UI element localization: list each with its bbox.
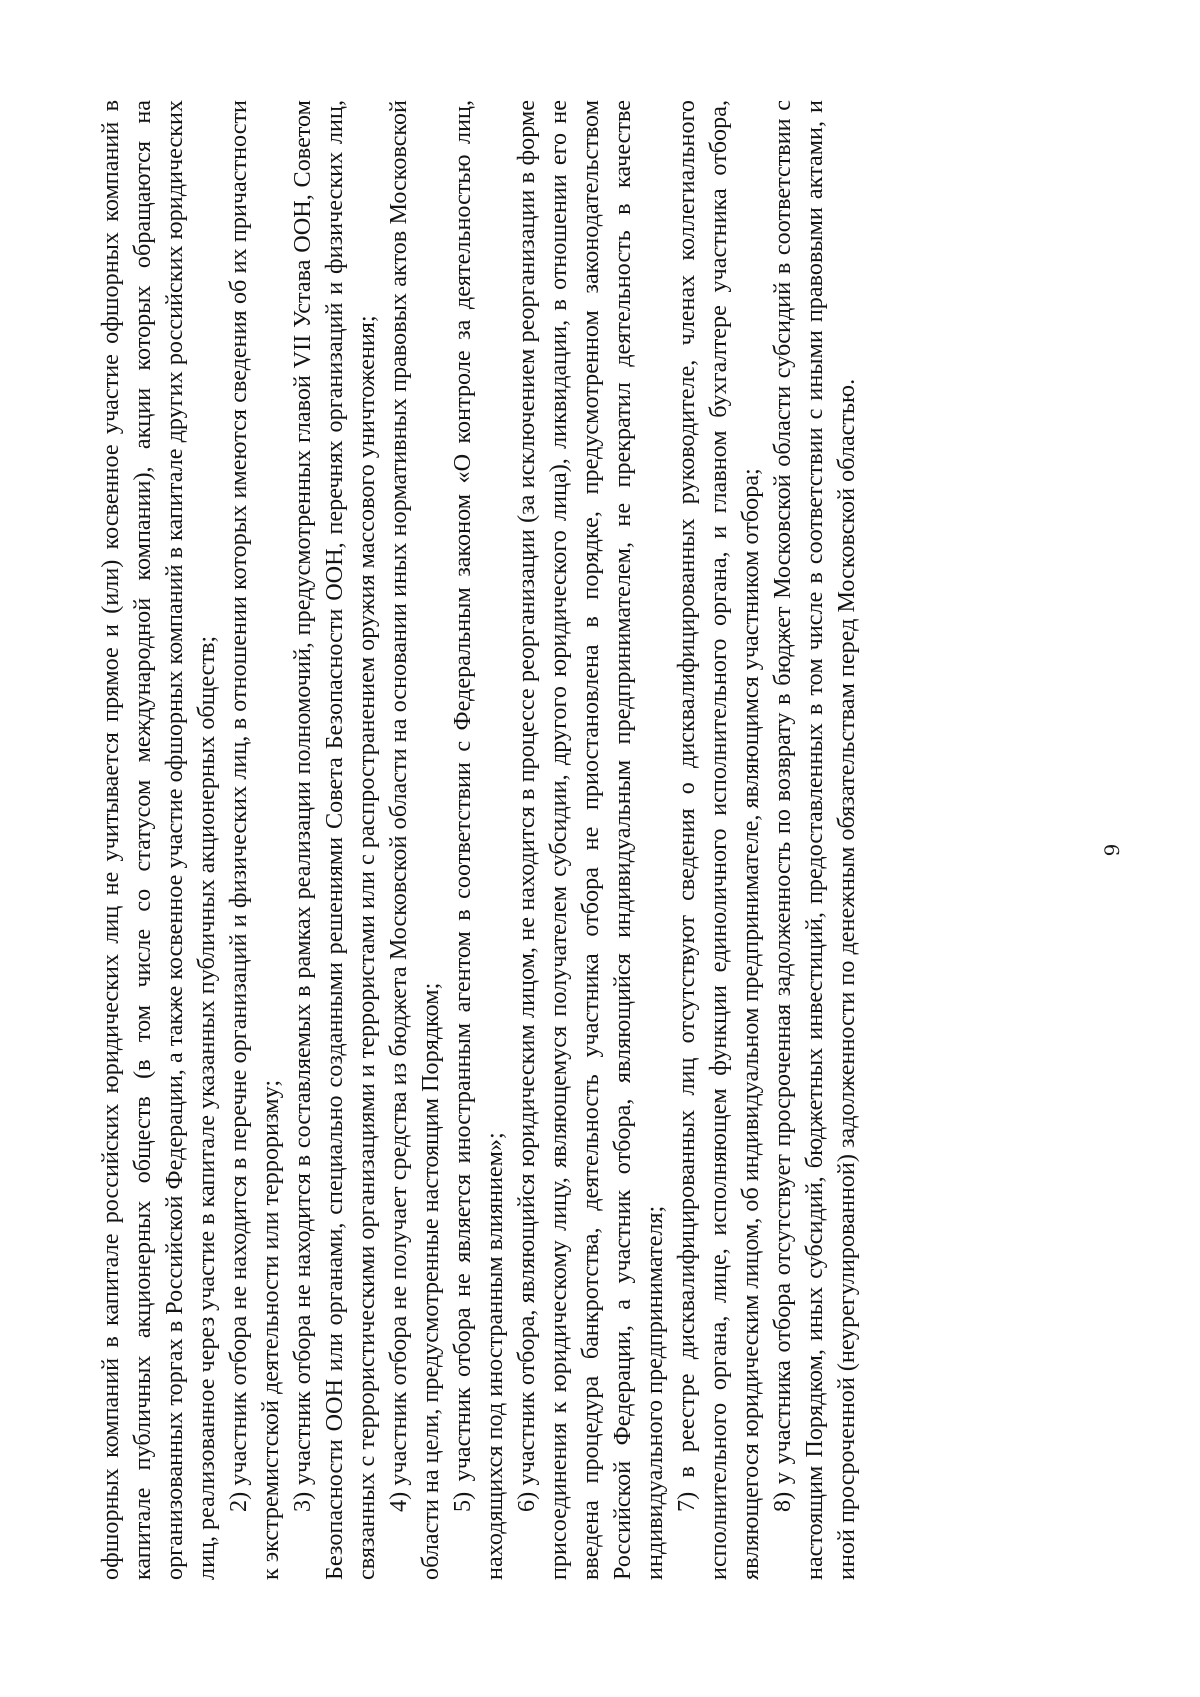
paragraph-item-8: 8) у участника отбора отсутствует просроченная задолженность по возврату в бюджет Московской области субсидий в соответствии с настоящим Порядком, иных субсидий, бюджетных инвестиций, предоставленных в том числе в соответствии с иными правовыми актами, и иной просроченной (неурегулированной) задолженности по денежным обязательствам перед Московской областью. — [769, 100, 860, 1580]
paragraph-item-2: 2) участник отбора не находится в перечне организаций и физических лиц, в отношении которых имеются сведения об их причастности к экстремистской деятельности или терроризму; — [225, 100, 284, 1580]
page-number: 9 — [1100, 843, 1124, 857]
document-body — [95, 100, 863, 1580]
paragraph-item-6: 6) участник отбора, являющийся юридическим лицом, не находится в процессе реорганизации (за исключением реорганизации в форме присоединения к юридическому лицу, являющемуся получателем субсидии, другого юридического лица), ликвидации, в отношении его не введена процедура банкротства, деятельность участника отбора не приостановлена в порядке, предусмотренном законодательством Российской Федерации, а участник отбора, являющийся индивидуальным предпринимателем, не прекратил деятельность в качестве индивидуального предпринимателя; — [513, 100, 668, 1580]
paragraph-item-5: 5) участник отбора не является иностранным агентом в соответствии с Федеральным законом «О контроле за деятельностью лиц, находящихся под иностранным влиянием»; — [449, 100, 508, 1580]
paragraph-item-7: 7) в реестре дисквалифицированных лиц отсутствуют сведения о дисквалифицированных руководителе, членах коллегиального исполнительного органа, лице, исполняющем функции единоличного исполнительного органа, и главном бухгалтере участника отбора, являющегося юридическим лицом, об индивидуальном предпринимателе, являющимся участником отбора; — [673, 100, 764, 1580]
paragraph-item-3: 3) участник отбора не находится в составляемых в рамках реализации полномочий, предусмотренных главой VII Устава ООН, Советом Безопасности ООН или органами, специально созданными решениями Совета Безопасности ООН, перечнях организаций и физических лиц, связанных с террористическими организациями и террористами или с распространением оружия массового уничтожения; — [289, 100, 380, 1580]
paragraph-item-4: 4) участник отбора не получает средства из бюджета Московской области на основании иных нормативных правовых актов Московской области на цели, предусмотренные настоящим Порядком; — [385, 100, 444, 1580]
rotated-content — [0, 50, 1200, 1650]
paragraph-offshore-participation: офшорных компаний в капитале российских юридических лиц не учитывается прямое и (или) косвенное участие офшорных компаний в капитале публичных акционерных обществ (в том числе со статусом международной компании), акции которых обращаются на организованных торгах в Российской Федерации, а также косвенное участие офшорных компаний в капитале других российских юридических лиц, реализованное через участие в капитале указанных публичных акционерных обществ; — [97, 100, 220, 1580]
